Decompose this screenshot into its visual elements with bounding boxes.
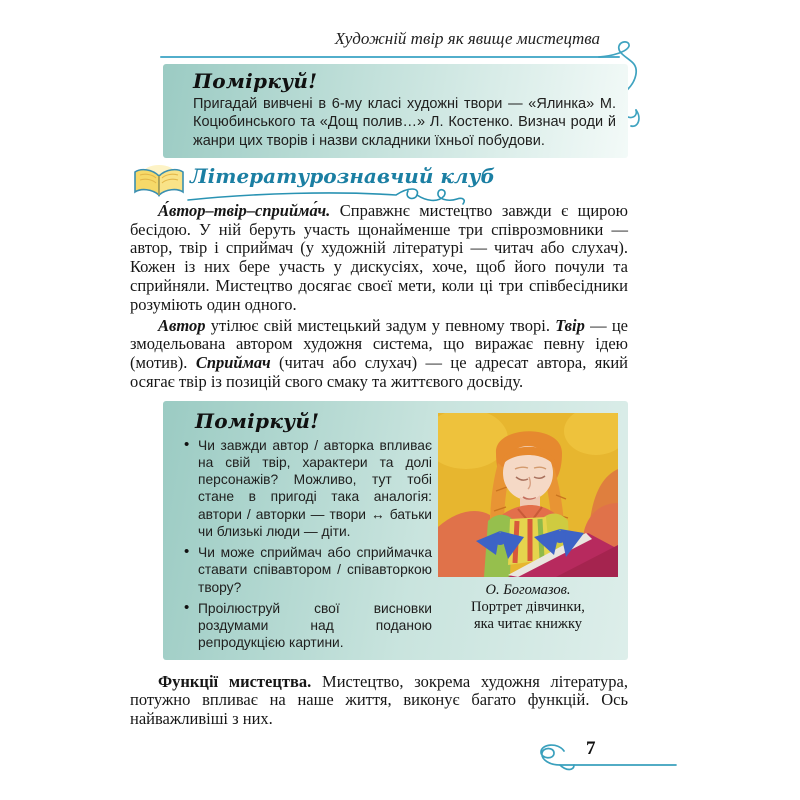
term-work: Твір: [555, 315, 585, 335]
definition-author: утілює свій мистецький задум у певному творі.: [205, 315, 556, 335]
think-box-2-left-column: [183, 409, 432, 652]
think-box-1: [163, 64, 628, 158]
artwork-artist: О. Богомазов.: [485, 581, 571, 598]
paragraph-text: Мистецтво, зокрема художня література, потужно впливає на наше життя, виконує багато функцій. Ось найважливіші з них.: [130, 671, 628, 729]
list-item: • Чи завжди автор / авторка впливає на свій твір, характери та долі персонажів? Можливо, тут тобі стане в пригоді така аналогія: автори / авторки — твори ↔ батьки чи близькі люди — діти.: [183, 437, 432, 540]
paragraph-definitions: [130, 317, 628, 392]
definition-work: — це змодельована автором художня система, що виражає певну ідею (мотив).: [130, 315, 629, 373]
painting-girl-reading-book: [438, 413, 618, 577]
paragraph-author-work-perceiver: [130, 202, 628, 315]
question-list: [183, 437, 432, 652]
term-author: Автор: [158, 315, 206, 335]
definition-perceiver: (читач або слухач) — це адресат автора, який осягає твір із позицій свого смаку та життєвого досвіду.: [130, 353, 628, 391]
paragraph-lead-term: Функції мистецтва.: [158, 671, 312, 691]
artwork-caption-line2: Портрет дівчинки,: [471, 598, 585, 615]
artwork-caption: [438, 582, 618, 633]
section-title: Літературознавчий клуб: [190, 163, 495, 188]
paragraph-art-functions: [130, 673, 628, 729]
section-heading: [130, 164, 628, 200]
open-book-icon: [132, 164, 186, 200]
term-perceiver: Сприймач: [195, 353, 271, 373]
artwork-caption-line3: яка читає книжку: [473, 615, 583, 632]
think-box-2: [163, 401, 628, 660]
think-box-title: Поміркуй!: [193, 69, 318, 93]
underline-flourish-icon: [186, 186, 476, 210]
running-title: Художній твір як явище мистецтва: [334, 29, 600, 48]
page-number: 7: [586, 738, 596, 759]
think-box-title: Поміркуй!: [195, 408, 320, 433]
footer-flourish-icon: [528, 744, 680, 774]
content-column: [130, 64, 628, 729]
paragraph-lead-term: А́втор–твір–сприйма́ч.: [158, 200, 331, 220]
header-rule: [160, 56, 620, 58]
think-box-text: Пригадай вивчені в 6-му класі художні твори — «Ялинка» М. Коцюбинського та «Дощ полив…» Л. Костенко. Визнач роди й жанри цих творів і назви складники їхньої побудови.: [193, 96, 616, 149]
list-item: • Чи може сприймач або сприймачка ставати співавтором / співавторкою твору?: [183, 544, 432, 596]
artwork-figure: [438, 411, 618, 652]
list-item: • Проілюструй свої висновки роздумами над поданою репродукцією картини.: [183, 600, 432, 652]
paragraph-text: Справжнє мистецтво завжди є щирою бесідою. У ній беруть участь щонайменше три співрозмовники — автор, твір і сприймач (у художній літературі — читач або слухач). Кожен із них бере участь у дискусіях, хоче, щоб його почули та сприйняли. Мистецтво досягає своєї мети, коли ці три співбесідники розуміють один одного.: [130, 200, 628, 314]
